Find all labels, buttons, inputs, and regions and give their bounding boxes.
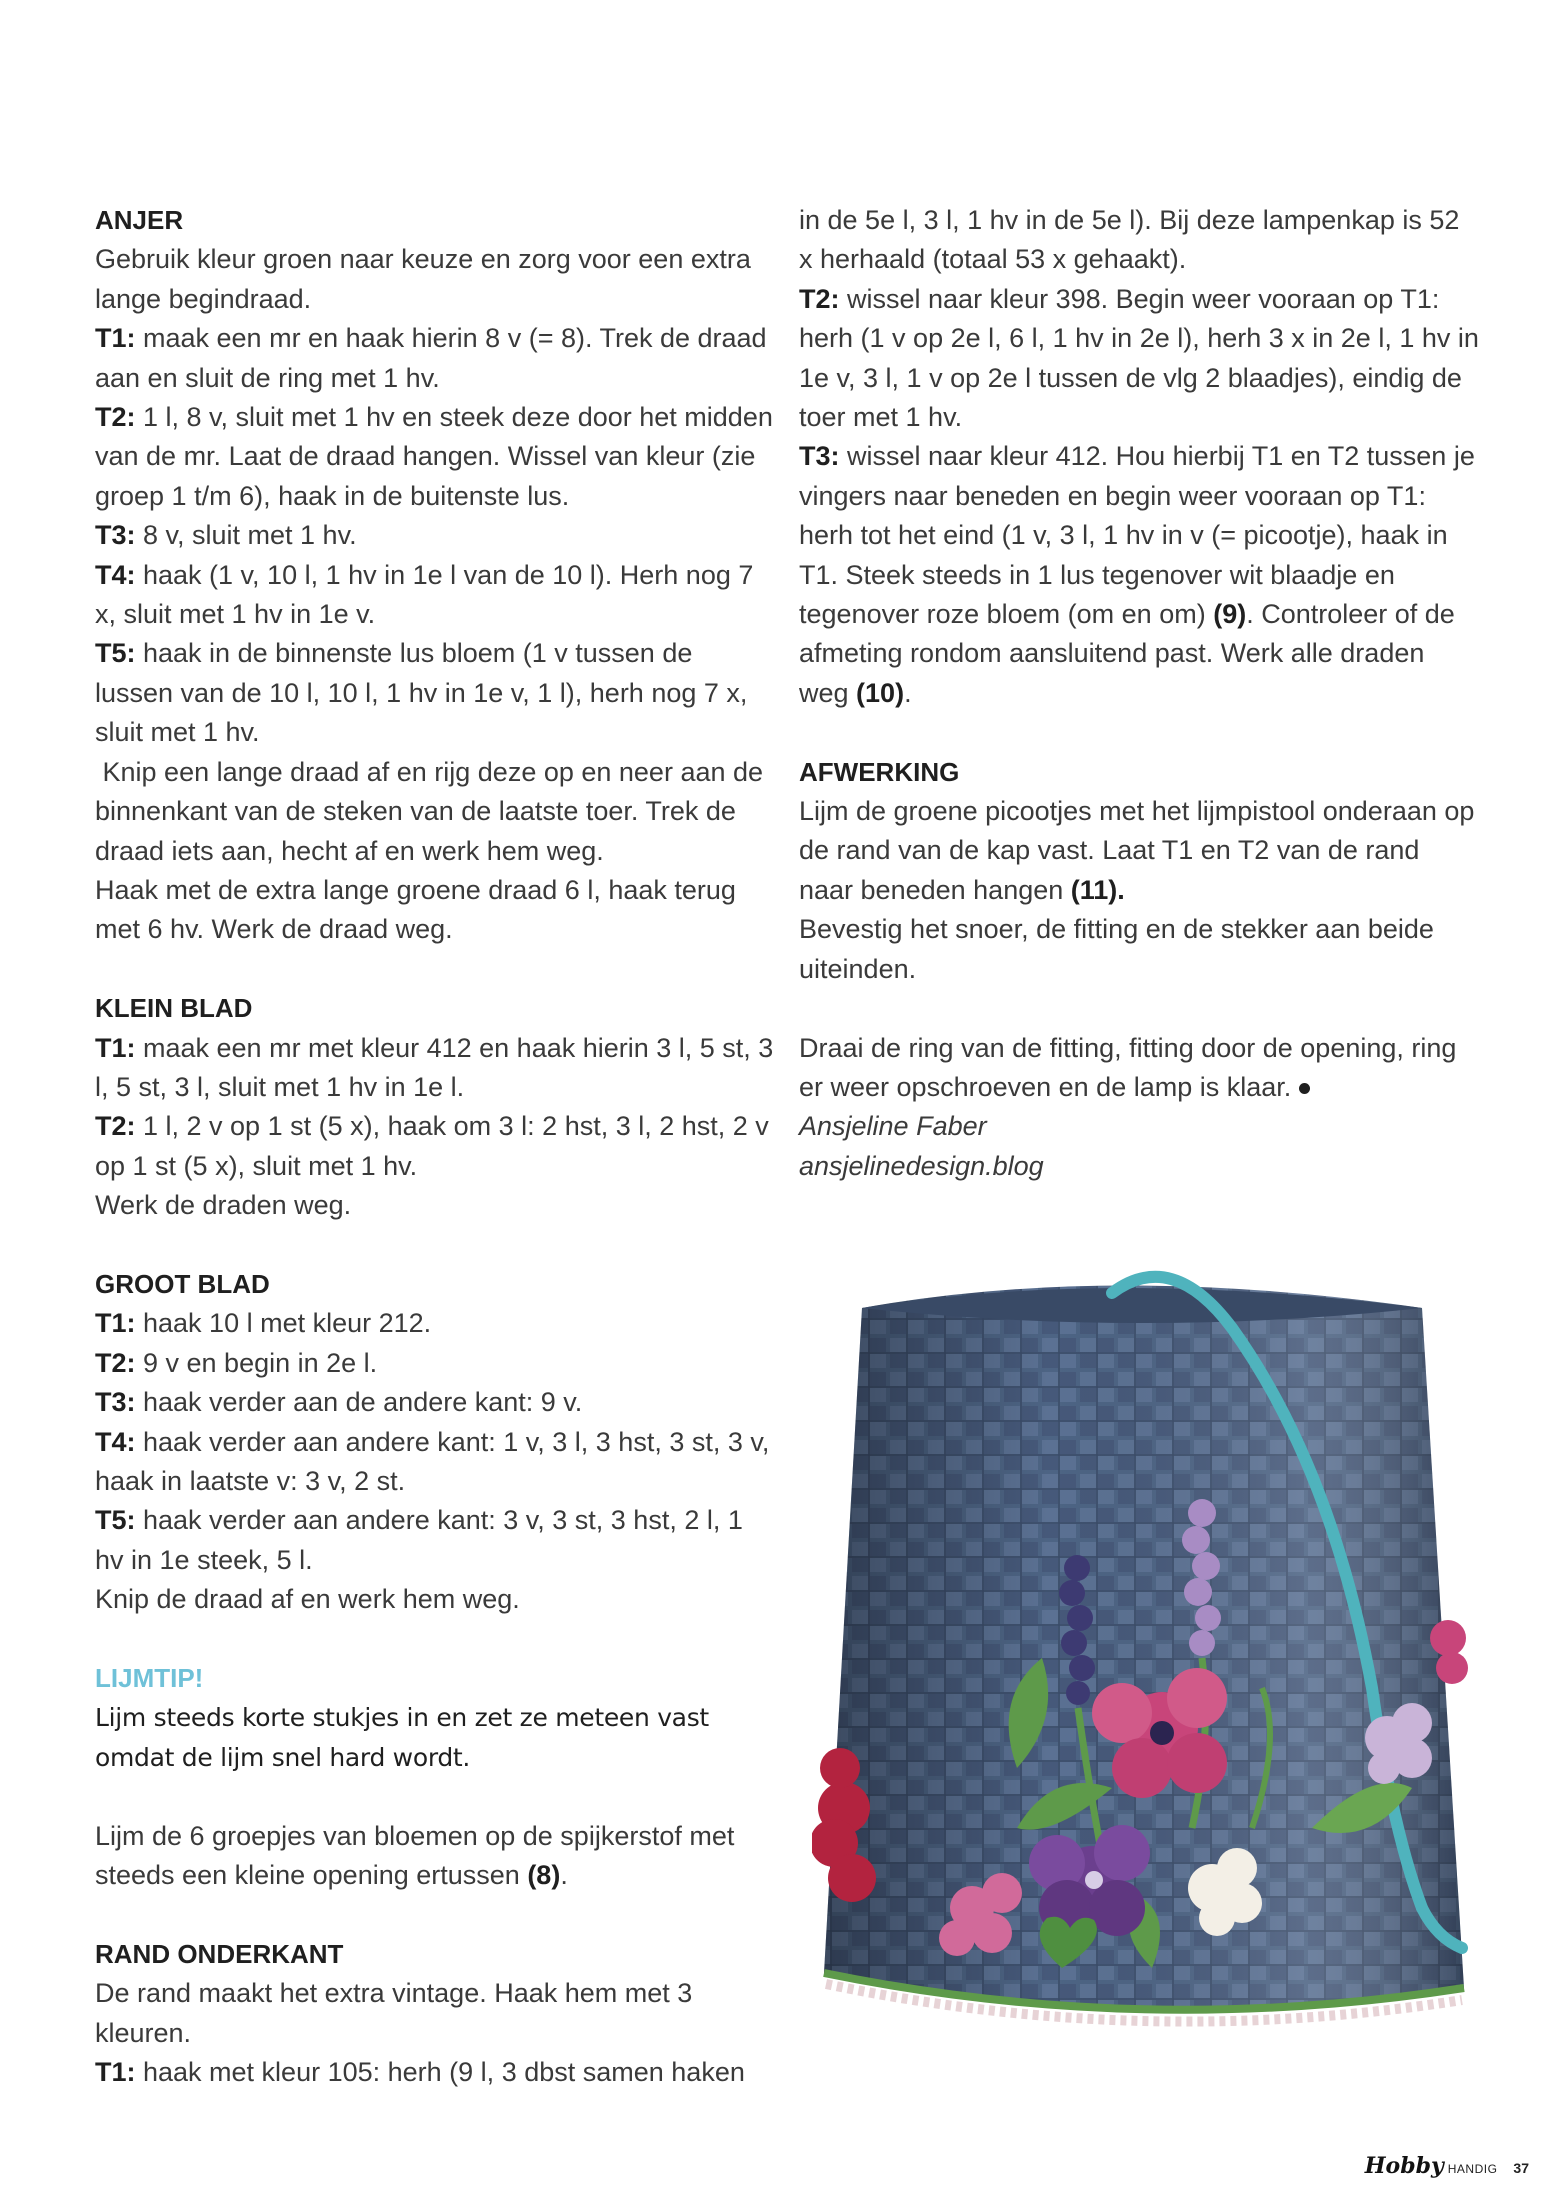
anjer-extra-1: Knip een lange draad af en rijg deze op en neer aan de binnenkant van de steken van de laatste toer. Trek de draad iets aan, hecht af en werk hem weg. <box>95 756 771 866</box>
figure-ref: (8) <box>527 1860 561 1890</box>
row-label: T1: <box>95 2057 136 2088</box>
row-label: T2: <box>95 1347 136 1378</box>
figure-ref: (9) <box>1213 599 1247 630</box>
figure-ref: (10) <box>856 677 905 708</box>
row-label: T2: <box>799 283 840 314</box>
row-label: T2: <box>95 1111 136 1142</box>
row-label: T4: <box>95 1426 136 1457</box>
row-text: haak 10 l met kleur 212. <box>135 1308 432 1339</box>
figure-ref: (11). <box>1070 874 1125 905</box>
left-column <box>95 201 775 2092</box>
rand-row-t3 <box>799 437 1479 713</box>
row-text: 8 v, sluit met 1 hv. <box>135 520 357 551</box>
row-text: wissel naar kleur 412. Hou hierbij T1 en T2 tussen je vingers naar beneden en begin weer vooraan op T1: herh tot het eind (1 v, 3 l, 1 hv in v (= picootje), haak in T1. Steek steeds in 1 lus tegenover wit blaadje en tegenover roze bloem (om en om) <box>799 441 1475 630</box>
klein-blad-extra: Werk de draden weg. <box>95 1190 352 1221</box>
end-mark-icon <box>1299 1083 1310 1094</box>
spacer <box>799 989 1479 1028</box>
row-label: T1: <box>95 323 136 354</box>
row-text: wissel naar kleur 398. Begin weer vooraan op T1: herh (1 v op 2e l, 6 l, 1 hv in 2e l), herh 3 x in 2e l, 1 hv in 1e v, 3 l, 1 v op 2e l tussen de vlg 2 blaadjes), eindig de toer met 1 hv. <box>799 283 1479 433</box>
row-text: maak een mr met kleur 412 en haak hierin 3 l, 5 st, 3 l, 5 st, 3 l, sluit met 1 hv in 1e l. <box>95 1032 774 1102</box>
row-label: T1: <box>95 1032 136 1063</box>
row-text: haak in de binnenste lus bloem (1 v tussen de lussen van de 10 l, 10 l, 1 hv in 1e v, 1 l), herh nog 7 x, sluit met 1 hv. <box>95 638 748 748</box>
paragraph-text: Draai de ring van de fitting, fitting door de opening, ring er weer opschroeven en de lamp is klaar. <box>799 1032 1457 1102</box>
row-text: haak (1 v, 10 l, 1 hv in 1e l van de 10 l). Herh nog 7 x, sluit met 1 hv in 1e v. <box>95 559 754 630</box>
spacer <box>95 1777 775 1816</box>
author-website: ansjelinedesign.blog <box>799 1150 1044 1181</box>
groot-blad-row-t5 <box>95 1501 775 1580</box>
row-label: T3: <box>95 1387 136 1418</box>
rand-intro: De rand maakt het extra vintage. Haak hem met 3 kleuren. <box>95 1978 693 2048</box>
klein-blad-row-t2 <box>95 1107 775 1186</box>
row-text: maak een mr en haak hierin 8 v (= 8). Trek de draad aan en sluit de ring met 1 hv. <box>95 323 767 393</box>
spacer <box>95 1620 775 1659</box>
anjer-extra-2: Haak met de extra lange groene draad 6 l, haak terug met 6 hv. Werk de draad weg. <box>95 874 736 945</box>
row-text: 1 l, 8 v, sluit met 1 hv en steek deze door het midden van de mr. Laat de draad hangen. Wissel van kleur (zie groep 1 t/m 6), haak in de buitenste lus. <box>95 402 773 511</box>
afwerking-para-2: Bevestig het snoer, de fitting en de stekker aan beide uiteinden. <box>799 914 1434 984</box>
section-heading-klein-blad: KLEIN BLAD <box>95 993 253 1024</box>
afwerking-para-3 <box>799 1029 1479 1108</box>
groot-blad-extra: Knip de draad af en werk hem weg. <box>95 1584 520 1615</box>
author-name: Ansjeline Faber <box>799 1111 987 1142</box>
anjer-row-t2 <box>95 398 775 516</box>
row-label: T4: <box>95 559 136 590</box>
anjer-intro: Gebruik kleur groen naar keuze en zorg voor een extra lange begindraad. <box>95 244 751 314</box>
klein-blad-row-t1 <box>95 1029 775 1108</box>
row-text: 9 v en begin in 2e l. <box>135 1347 378 1378</box>
row-text: haak met kleur 105: herh (9 l, 3 dbst samen haken <box>135 2057 745 2088</box>
groot-blad-row-t2 <box>95 1344 775 1383</box>
anjer-row-t1 <box>95 319 775 398</box>
row-label: T5: <box>95 1505 136 1536</box>
row-text: 1 l, 2 v op 1 st (5 x), haak om 3 l: 2 hst, 3 l, 2 hst, 2 v op 1 st (5 x), sluit met 1 hv. <box>95 1111 769 1181</box>
page-number: 37 <box>1513 2160 1529 2176</box>
row-label: T1: <box>95 1308 136 1339</box>
paragraph-end: . <box>560 1860 568 1890</box>
row-text-mid: . Controleer of de afmeting rondom aansluitend past. Werk alle draden weg <box>799 599 1455 708</box>
section-heading-rand-onderkant: RAND ONDERKANT <box>95 1938 344 1969</box>
section-heading-afwerking: AFWERKING <box>799 756 960 787</box>
row-text-end: . <box>904 677 912 708</box>
row-label: T3: <box>95 520 136 551</box>
brand-logo-script: Hobby <box>1364 2153 1444 2179</box>
row-label: T5: <box>95 638 136 669</box>
paragraph-text: Lijm de 6 groepjes van bloemen op de spijkerstof met steeds een kleine opening ertussen <box>95 1820 735 1890</box>
spacer <box>95 1895 775 1934</box>
groot-blad-row-t4 <box>95 1423 775 1502</box>
anjer-row-t5 <box>95 634 775 752</box>
paragraph-text: Lijm de groene picootjes met het lijmpistool onderaan op de rand van de kap vast. Laat T1 en T2 van de rand naar beneden hangen <box>799 796 1475 905</box>
afwerking-para-1 <box>799 792 1479 910</box>
rand-row-t1 <box>95 2053 775 2092</box>
section-heading-groot-blad: GROOT BLAD <box>95 1268 270 1299</box>
tip-text: Lijm steeds korte stukjes in en zet ze meteen vast omdat de lijm snel hard wordt. <box>95 1703 709 1772</box>
continuation-text: in de 5e l, 3 l, 1 hv in de 5e l). Bij deze lampenkap is 52 x herhaald (totaal 53 x gehaakt). <box>799 205 1460 275</box>
groot-blad-row-t1 <box>95 1304 775 1343</box>
groot-blad-row-t3 <box>95 1383 775 1422</box>
row-label: T3: <box>799 441 840 472</box>
brand-logo-caps: HANDIG <box>1447 2162 1498 2176</box>
section-heading-anjer: ANJER <box>95 205 184 235</box>
spacer <box>799 713 1479 752</box>
row-label: T2: <box>95 402 136 433</box>
row-text: haak verder aan andere kant: 3 v, 3 st, 3 hst, 2 l, 1 hv in 1e steek, 5 l. <box>95 1505 743 1575</box>
right-column <box>799 201 1479 1186</box>
row-text: haak verder aan andere kant: 1 v, 3 l, 3 hst, 3 st, 3 v, haak in laatste v: 3 v, 2 st. <box>95 1426 770 1496</box>
flowers-paragraph <box>95 1817 775 1896</box>
spacer <box>95 950 775 989</box>
rand-row-t2 <box>799 280 1479 438</box>
lampshade-photo-icon <box>812 1268 1482 2040</box>
page-footer <box>1365 2153 1529 2179</box>
spacer <box>95 1226 775 1265</box>
anjer-row-t4 <box>95 556 775 635</box>
anjer-row-t3 <box>95 516 775 555</box>
row-text: haak verder aan de andere kant: 9 v. <box>135 1387 583 1418</box>
tip-heading: LIJMTIP! <box>95 1662 204 1693</box>
